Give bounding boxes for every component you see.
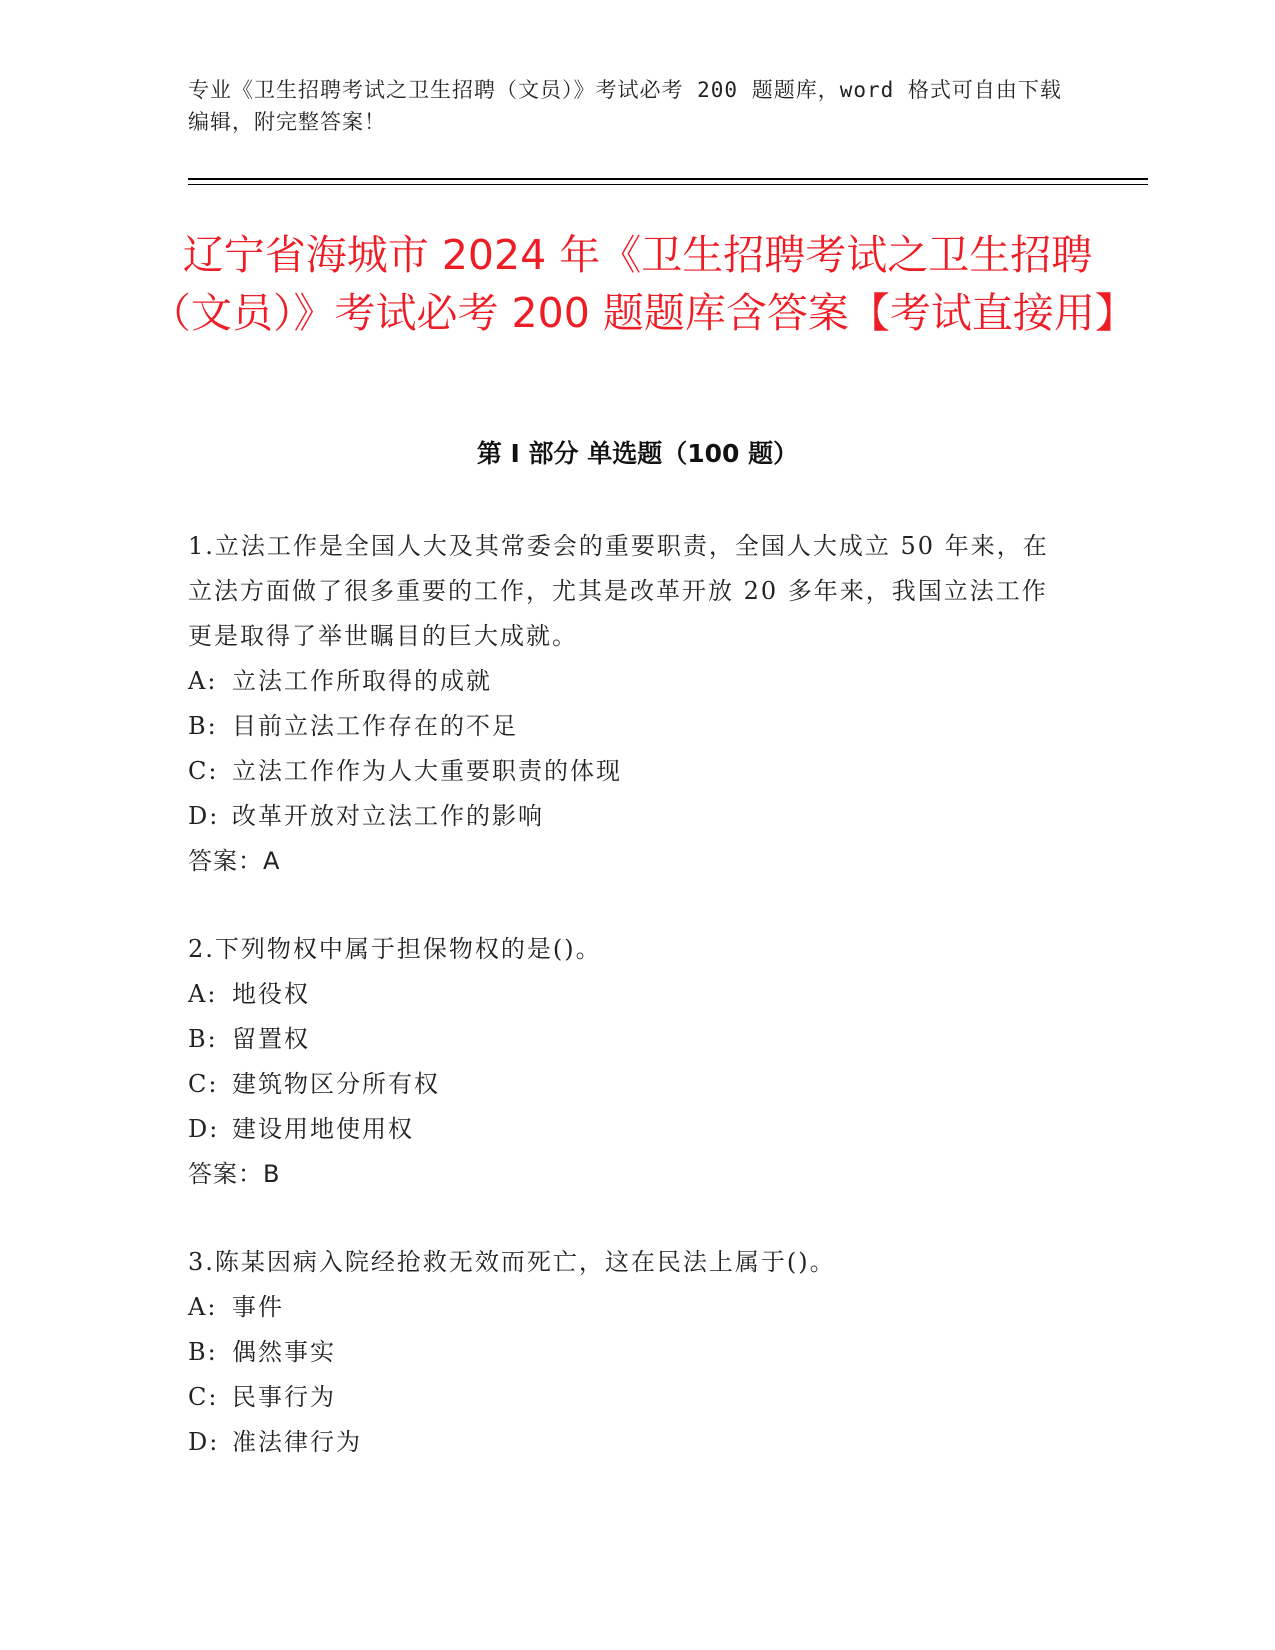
answer-line: 答案：B (188, 1160, 281, 1188)
question-stem: 2.下列物权中属于担保物权的是()。 (188, 935, 602, 963)
question-stem: 1.立法工作是全国人大及其常委会的重要职责，全国人大成立 50 年来，在立法方面做了很多重要的工作，尤其是改革开放 20 多年来，我国立法工作更是取得了举世瞩目的巨大成就。 (188, 532, 1049, 650)
option-text: 事件 (232, 1293, 284, 1321)
option-text: 改革开放对立法工作的影响 (232, 802, 544, 830)
option-d (188, 1107, 1068, 1152)
option-text: 立法工作作为人大重要职责的体现 (232, 757, 622, 785)
question-2 (188, 927, 1068, 1197)
option-letter: D: (188, 1115, 220, 1143)
option-text: 建设用地使用权 (232, 1115, 414, 1143)
answer-line: 答案：A (188, 847, 281, 875)
header-divider-thick (188, 178, 1148, 180)
option-b (188, 1330, 1068, 1375)
option-d (188, 1420, 1068, 1465)
option-a (188, 659, 1068, 704)
option-text: 留置权 (232, 1025, 310, 1053)
option-b (188, 1017, 1068, 1062)
option-b (188, 704, 1068, 749)
option-letter: C: (188, 1070, 219, 1098)
option-letter: A: (188, 1293, 218, 1321)
question-stem: 3.陈某因病入院经抢救无效而死亡，这在民法上属于()。 (188, 1248, 836, 1276)
option-letter: C: (188, 757, 219, 785)
question-1 (188, 524, 1068, 884)
option-letter: A: (188, 980, 218, 1008)
option-letter: B: (188, 1338, 218, 1366)
option-letter: D: (188, 1428, 220, 1456)
option-text: 立法工作所取得的成就 (232, 667, 492, 695)
option-a (188, 1285, 1068, 1330)
option-text: 地役权 (232, 980, 310, 1008)
option-text: 偶然事实 (232, 1338, 336, 1366)
option-c (188, 1375, 1068, 1420)
option-letter: A: (188, 667, 218, 695)
document-title: 辽宁省海城市 2024 年《卫生招聘考试之卫生招聘（文员）》考试必考 200 题题库含答案【考试直接用】 (150, 231, 1136, 337)
question-list (188, 524, 1068, 1508)
option-text: 目前立法工作存在的不足 (232, 712, 518, 740)
header-note: 专业《卫生招聘考试之卫生招聘（文员）》考试必考 200 题题库，word 格式可自由下载编辑，附完整答案！ (188, 78, 1062, 134)
option-letter: D: (188, 802, 220, 830)
question-3 (188, 1240, 1068, 1465)
section-heading: 第 I 部分 单选题（100 题） (476, 439, 799, 468)
option-text: 民事行为 (232, 1383, 336, 1411)
option-c (188, 749, 1068, 794)
option-letter: B: (188, 1025, 218, 1053)
option-text: 建筑物区分所有权 (232, 1070, 440, 1098)
option-d (188, 794, 1068, 839)
option-letter: C: (188, 1383, 219, 1411)
header-divider-thin (188, 184, 1148, 185)
option-text: 准法律行为 (232, 1428, 362, 1456)
option-a (188, 972, 1068, 1017)
option-c (188, 1062, 1068, 1107)
option-letter: B: (188, 712, 218, 740)
